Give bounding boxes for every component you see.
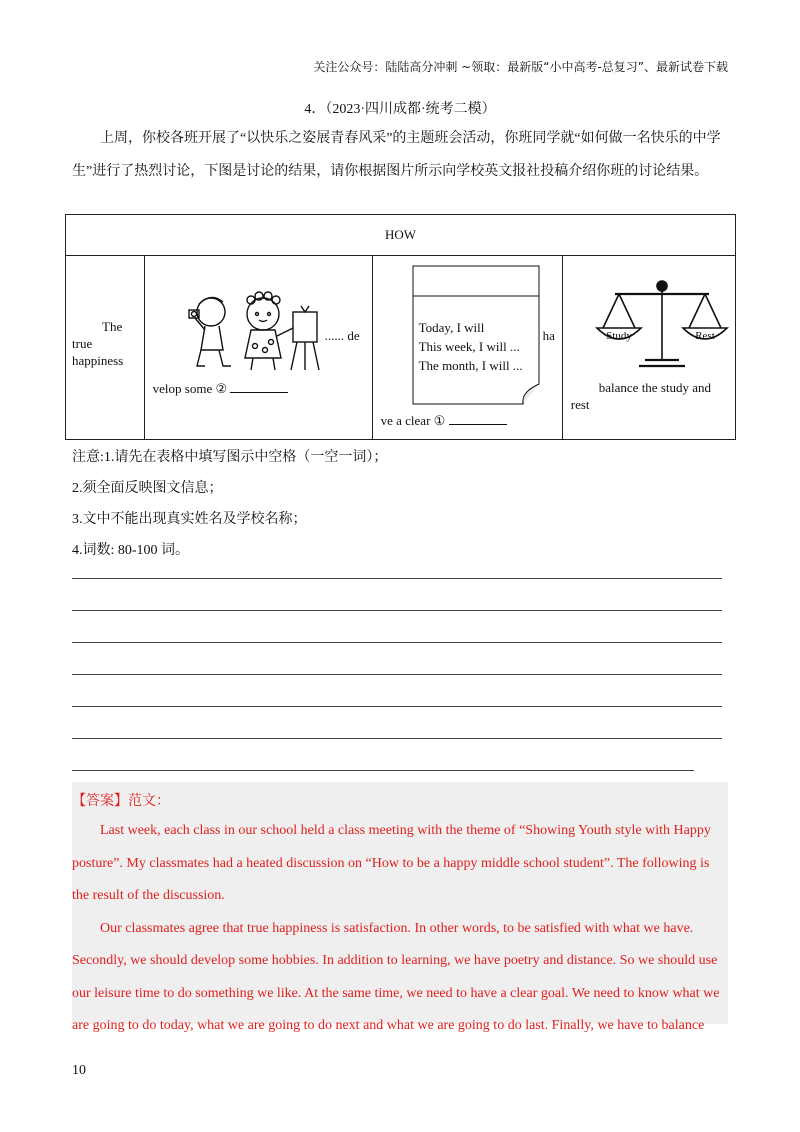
question-title: 4．（2023·四川成都·统考二模）: [304, 102, 496, 117]
scale-left-label: Study: [605, 330, 632, 342]
writing-line[interactable]: [72, 706, 722, 707]
page-number: 10: [72, 1063, 86, 1078]
answer-paragraph-1: Last week, each class in our school held a class meeting with the theme of “Showing Youth style with Happy posture”. My classmates had a heated discussion on “How to be a happy middle school student”. The following is the result of the discussion.: [72, 823, 711, 903]
answer-tag: 【答案】范文：: [72, 794, 170, 809]
answer-body: [72, 815, 728, 1043]
cell4-line2: rest: [570, 397, 590, 412]
label-line2: true happiness: [72, 336, 124, 368]
scale-right-label: Rest: [694, 330, 715, 342]
label-line1: The: [102, 319, 123, 334]
answer-box: [72, 782, 728, 1033]
children-drawing-icon: [183, 290, 329, 374]
cell2-bottom-text: velop some ②: [152, 381, 228, 396]
note-line-1: Today, I will: [418, 320, 485, 335]
note-1: 注意:1.请先在表格中填写图示中空格（一空一词）；: [72, 450, 388, 465]
note-lines: [419, 318, 523, 375]
answer-paragraph-2: Our classmates agree that true happiness is satisfaction. In other words, to be satisfied with what we have. Secondly, we should develop some hobbies. In addition to learning, we have poetry and distance. So we should use our leisure time to do something we like. At the same time, we need to have a clear goal. We need to know what we are going to do today, what we are going to do next and what we are going to do last. Finally, we have to balance: [72, 920, 720, 1033]
writing-line[interactable]: [72, 610, 722, 611]
writing-line[interactable]: [72, 578, 722, 579]
table-header: HOW: [66, 215, 736, 256]
note-2: 2.须全面反映图文信息；: [72, 481, 223, 496]
balance-cell: [562, 256, 735, 440]
blank-1[interactable]: [449, 412, 507, 425]
writing-line[interactable]: [72, 674, 722, 675]
header-note: 关注公众号：陆陆高分冲刺 ~领取：最新版“小中高考-总复习”、最新试卷下载: [313, 60, 728, 74]
note-line-3: The month, I will ...: [418, 358, 523, 373]
cell2-bottom: [153, 380, 289, 397]
question-prompt: [72, 122, 732, 188]
writing-line[interactable]: [72, 738, 722, 739]
cell2-right-text: ...... de: [324, 328, 360, 343]
cell3-right-text: ha: [542, 328, 555, 343]
goal-cell: [372, 256, 562, 440]
prompt-text: 上周，你校各班开展了“以快乐之姿展青春风采”的主题班会活动，你班同学就“如何做一名快乐的中学生”进行了热烈讨论，下图是讨论的结果，请你根据图片所示向学校英文报社投稿介绍你班的讨论结果。: [72, 131, 721, 179]
cell3-bottom-text: ve a clear ①: [380, 413, 446, 428]
note-3: 3.文中不能出现真实姓名及学校名称；: [72, 512, 307, 527]
writing-line[interactable]: [72, 642, 722, 643]
note-4: 4.词数: 80-100 词。: [72, 543, 190, 558]
label-cell: [66, 256, 145, 440]
cell4-line1: balance the study and: [598, 380, 712, 395]
note-line-2: This week, I will ...: [418, 339, 520, 354]
cell3-bottom: [381, 412, 507, 429]
how-table: [65, 214, 736, 440]
hobbies-cell: [144, 256, 372, 440]
balance-scale-icon: [595, 276, 731, 372]
writing-line[interactable]: [72, 770, 694, 771]
blank-2[interactable]: [230, 380, 288, 393]
